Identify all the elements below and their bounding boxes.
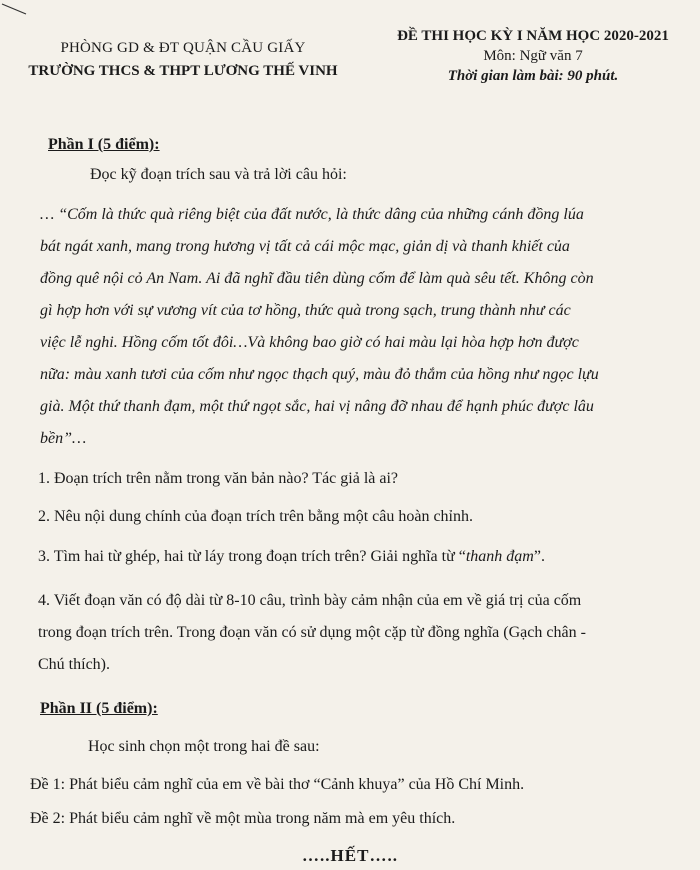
- school-name: TRƯỜNG THCS & THPT LƯƠNG THẾ VINH: [28, 63, 338, 79]
- passage-line: việc lễ nghi. Hồng cốm tốt đôi…Và không bao giờ có hai màu lại hòa hợp hơn được: [40, 334, 579, 351]
- question-2: 2. Nêu nội dung chính của đoạn trích trên bằng một câu hoàn chỉnh.: [38, 508, 473, 525]
- topic-2: Đề 2: Phát biểu cảm nghĩ về một mùa trong năm mà em yêu thích.: [30, 810, 456, 827]
- question-4-line: trong đoạn trích trên. Trong đoạn văn có sử dụng một cặp từ đồng nghĩa (Gạch chân -: [38, 624, 586, 641]
- passage-line: bền”…: [40, 430, 87, 447]
- department-name: PHÒNG GD & ĐT QUẬN CẦU GIẤY: [60, 40, 306, 56]
- passage-line: nữa: màu xanh tươi của cốm như ngọc thạch quý, màu đỏ thắm của hồng như ngọc lựu: [40, 366, 599, 383]
- exam-subject: Môn: Ngữ văn 7: [483, 48, 583, 64]
- question-3: [38, 548, 545, 566]
- passage-line: gì hợp hơn với sự vương vít của tơ hồng, thức quà trong sạch, trung thành như các: [40, 302, 571, 319]
- question-3-prefix: 3. Tìm hai từ ghép, hai từ láy trong đoạn trích trên? Giải nghĩa từ “: [38, 548, 466, 565]
- part2-instruction: Học sinh chọn một trong hai đề sau:: [88, 738, 320, 755]
- topic-1: Đề 1: Phát biểu cảm nghĩ của em về bài thơ “Cảnh khuya” của Hồ Chí Minh.: [30, 776, 525, 793]
- part2-title: Phần II (5 điểm):: [40, 700, 158, 717]
- passage-line: già. Một thứ thanh đạm, một thứ ngọt sắc, hai vị nâng đỡ nhau để hạnh phúc được lâu: [40, 398, 594, 415]
- end-mark: …..HẾT…..: [302, 846, 398, 865]
- question-3-suffix: ”.: [533, 548, 545, 565]
- question-3-term: thanh đạm: [465, 548, 534, 565]
- part1-instruction: Đọc kỹ đoạn trích sau và trả lời câu hỏi:: [90, 166, 347, 183]
- part1-title: Phần I (5 điểm):: [48, 136, 160, 153]
- question-4-line: 4. Viết đoạn văn có độ dài từ 8-10 câu, trình bày cảm nhận của em về giá trị của cốm: [38, 592, 582, 609]
- passage-line: đồng quê nội cỏ An Nam. Ai đã nghĩ đầu tiên dùng cốm để làm quà sêu tết. Không còn: [40, 270, 594, 287]
- exam-header: [388, 28, 678, 85]
- corner-pen-mark: [0, 0, 40, 20]
- exam-title: ĐỀ THI HỌC KỲ I NĂM HỌC 2020-2021: [397, 28, 669, 44]
- passage-line: bát ngát xanh, mang trong hương vị tất cả cái mộc mạc, giản dị và thanh khiết của: [40, 238, 570, 255]
- passage-line: … “Cốm là thức quà riêng biệt của đất nước, là thức dâng của những cánh đồng lúa: [40, 206, 584, 223]
- question-1: 1. Đoạn trích trên nằm trong văn bản nào? Tác giả là ai?: [38, 470, 399, 487]
- exam-duration: Thời gian làm bài: 90 phút.: [447, 68, 619, 84]
- school-header: [18, 40, 348, 80]
- question-4-line: Chú thích).: [38, 656, 110, 673]
